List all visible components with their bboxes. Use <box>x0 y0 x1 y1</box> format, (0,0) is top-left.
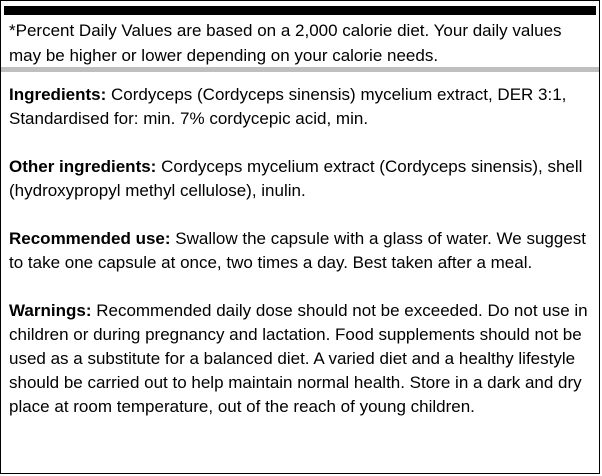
recommended-use-paragraph <box>9 227 594 275</box>
warnings-paragraph <box>9 299 594 419</box>
other-ingredients-paragraph <box>9 155 594 203</box>
daily-values-footnote: *Percent Daily Values are based on a 2,000 calorie diet. Your daily values may be higher or lower depending on your calorie needs. <box>9 21 562 65</box>
other-ingredients-heading: Other ingredients: <box>9 157 157 176</box>
ingredients-text: Cordyceps (Cordyceps sinensis) mycelium extract, DER 3:1, Standardised for: min. 7% cordycepic acid, min. <box>9 85 567 128</box>
ingredients-paragraph <box>9 83 594 131</box>
other-ingredients-text: Cordyceps mycelium extract (Cordyceps sinensis), shell (hydroxypropyl methyl cellulose), inulin. <box>9 157 583 200</box>
ingredients-heading: Ingredients: <box>9 85 107 104</box>
label-top-bar <box>4 6 596 15</box>
label-details <box>9 83 594 419</box>
recommended-use-text: Swallow the capsule with a glass of water. We suggest to take one capsule at once, two times a day. Best taken after a meal. <box>9 229 587 272</box>
warnings-text: Recommended daily dose should not be exceeded. Do not use in children or during pregnancy and lactation. Food supplements should not be used as a substitute for a balanced diet. A varied diet and a healthy lifestyle should be carried out to help maintain normal health. Store in a dark and dry place at room temperature, out of the reach of young children. <box>9 301 588 416</box>
warnings-heading: Warnings: <box>9 301 92 320</box>
section-divider <box>1 67 599 72</box>
recommended-use-heading: Recommended use: <box>9 229 171 248</box>
